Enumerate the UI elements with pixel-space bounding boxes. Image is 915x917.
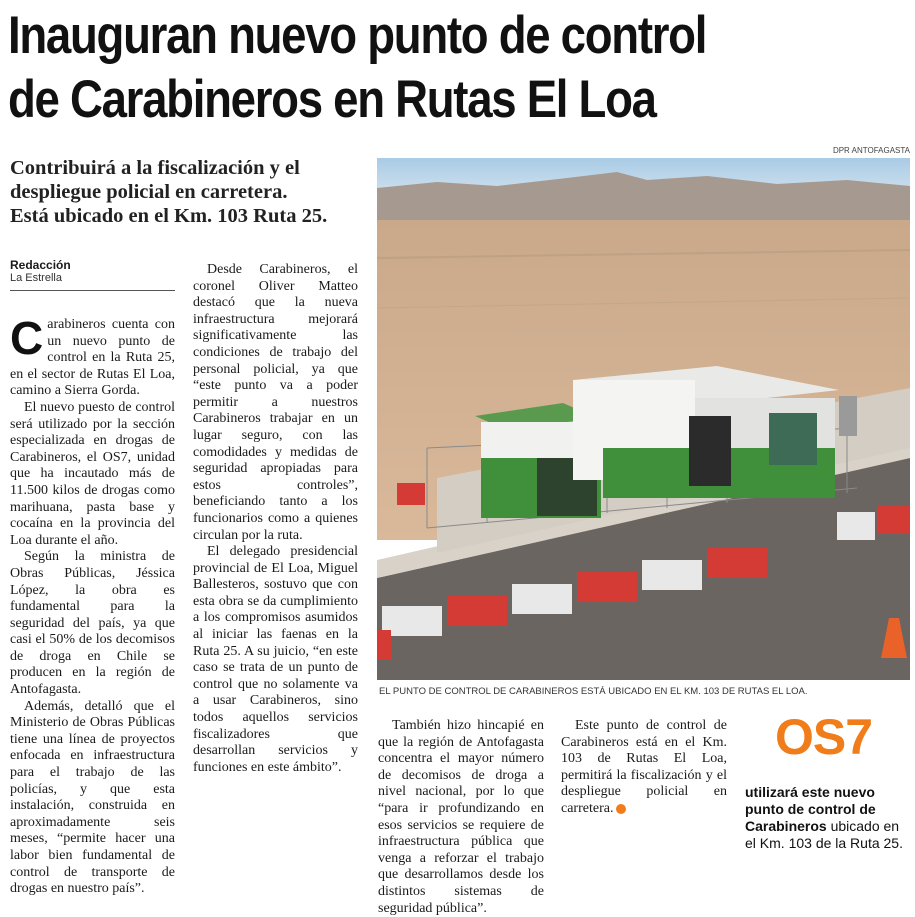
- paragraph-8: Este punto de control de Carabineros está en el Km. 103 de Rutas El Loa, permitirá la fiscalización y el despliegue policial en carretera.: [561, 718, 727, 816]
- sidebar-quote: [745, 784, 913, 852]
- photo-illustration: [377, 158, 910, 680]
- sidebar-os7: OS7: [775, 709, 873, 765]
- byline-org: La Estrella: [10, 272, 62, 284]
- headline: [8, 4, 782, 132]
- body-column-2: [193, 262, 358, 776]
- photo-credit: DPR ANTOFAGASTA: [832, 146, 910, 155]
- photo-checkpoint: [377, 158, 910, 680]
- body-column-3: [378, 718, 544, 917]
- sidebar-quote-bold: utilizará este nuevo punto de control de Carabineros: [745, 784, 876, 834]
- dropcap: C: [10, 312, 44, 364]
- sidebar-quote-rest: ubicado en el Km. 103 de la Ruta 25.: [745, 818, 903, 851]
- headline-line-2: de Carabineros en Rutas El Loa: [8, 70, 656, 129]
- paragraph-4: Además, detalló que el Ministerio de Obras Públicas tiene una línea de proyectos enfocada en infraestructura para el trabajo de las policías, y que esta instalación, construida en aproximadamente seis meses, “permite hacer una labor bien fundamental de control de transporte de drogas en nuestro país”.: [10, 698, 175, 897]
- end-mark-icon: [616, 804, 626, 814]
- deck-line-3: Está ubicado en el Km. 103 Ruta 25.: [10, 205, 328, 227]
- deck-line-2: despliegue policial en carretera.: [10, 181, 288, 203]
- byline-name: Redacción: [10, 258, 71, 272]
- paragraph-5: Desde Carabineros, el coronel Oliver Matteo destacó que la nueva infraestructura mejorará significativamente las condiciones de trabajo del personal policial, ya que “este punto va a poder permitir a nuestros Carabineros trabajar en un lugar seguro, con las comodidades y medidas de seguridad apropiadas para estos controles”, beneficiando tanto a los funcionarios como a quienes circulan por la ruta.: [193, 262, 358, 543]
- paragraph-3: Según la ministra de Obras Públicas, Jéssica López, la obra es fundamental para la seguridad del país, ya que casi el 50% de los decomisos de droga en Chile se producen en la región de Antofagasta.: [10, 549, 175, 698]
- body-column-1: [10, 312, 175, 898]
- paragraph-2: El nuevo puesto de control será utilizado por la sección especializada en drogas de Carabineros, el OS7, unidad que ha incautado más de 11.500 kilos de drogas como marihuana, pasta base y cocaína en la provincia del Loa durante el año.: [10, 399, 175, 548]
- paragraph-7: También hizo hincapié en que la región de Antofagasta concentra el mayor número de decomisos de droga a nivel nacional, por lo que “para ir profundizando en esos servicios se requiere de infraestructura pública que venga a reforzar el trabajo que desarrollamos desde los distintos sistemas de seguridad pública”.: [378, 718, 544, 916]
- deck: [10, 156, 370, 228]
- photo-caption: EL PUNTO DE CONTROL DE CARABINEROS ESTÁ UBICADO EN EL KM. 103 DE RUTAS EL LOA.: [379, 686, 808, 697]
- deck-line-1: Contribuirá a la fiscalización y el: [10, 157, 300, 179]
- byline-divider: [10, 290, 175, 291]
- paragraph-6: El delegado presidencial provincial de El Loa, Miguel Ballesteros, sostuvo que con esta obra se da cumplimiento a los compromisos asumidos al iniciar las faenas en la Ruta 25. A su juicio, “en este caso se trata de un punto de control que no solamente va a usar Carabineros, sino todos aquellos servicios fiscalizadores que desarrollan servicios y funciones en este ámbito”.: [193, 544, 358, 775]
- paragraph-1: arabineros cuenta con un nuevo punto de control en la Ruta 25, en el sector de Rutas El Loa, camino a Sierra Gorda.: [10, 317, 175, 399]
- body-column-4: [561, 718, 727, 818]
- headline-line-1: Inauguran nuevo punto de control: [8, 6, 707, 65]
